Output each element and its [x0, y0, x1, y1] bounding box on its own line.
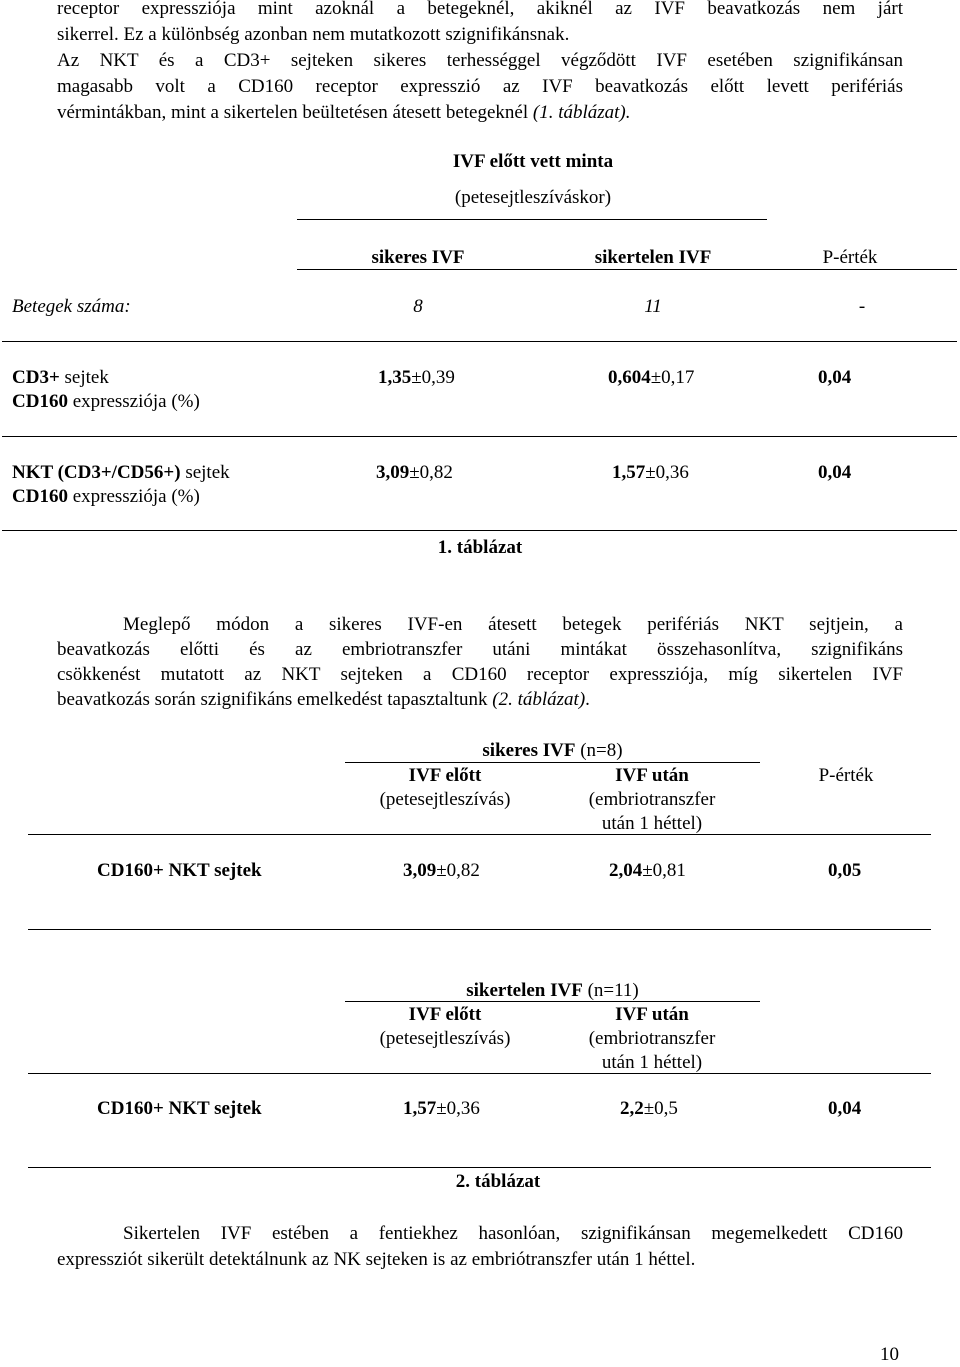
table1-row2-v2-r: ±0,17	[650, 367, 695, 388]
table1-row2-label-2	[12, 390, 200, 414]
para2-line-4-end: .	[585, 689, 590, 710]
paragraph-2	[57, 612, 903, 712]
table1-row2-label-1	[12, 366, 109, 390]
table1-row1-v1: 8	[413, 296, 423, 317]
intro-paragraph	[57, 0, 903, 126]
table1-row3-v2	[612, 461, 689, 485]
table2-block1-group-rule	[345, 762, 760, 763]
table2-block2-header-rule	[28, 1073, 931, 1074]
para3-line-1: Sikertelen IVF estében a fentiekhez hasonlóan, szignifikánsan megemelkedett CD160	[123, 1223, 903, 1244]
table1-row3-v1-r: ±0,82	[409, 462, 453, 483]
table2-block2-v1-b: 1,57	[403, 1098, 437, 1119]
table1-row3-label-1-r: sejtek	[180, 462, 230, 483]
table1-row2-label-2-b: CD160	[12, 391, 68, 412]
table2-block1-after: IVF után	[615, 765, 689, 786]
table1-row2-v1	[378, 366, 455, 390]
table2-block2-v1	[403, 1097, 480, 1121]
table1-header-rule	[297, 219, 767, 220]
table1-row1-rule	[2, 341, 957, 342]
table1-row2-v1-r: ±0,39	[411, 367, 455, 388]
table2-block1-after-sub2: után 1 héttel)	[601, 813, 703, 834]
intro-line-1: receptor expressziója mint azoknál a betegeknél, akiknél az IVF beavatkozás nem járt	[57, 0, 903, 19]
table1-row1-v2: 11	[644, 296, 662, 317]
table1-row3-v1	[376, 461, 453, 485]
table2-block2-v2	[620, 1097, 678, 1121]
table1-row3-v2-r: ±0,36	[645, 462, 689, 483]
paragraph-3	[57, 1221, 903, 1273]
table2-block1-row-label: CD160+ NKT sejtek	[97, 860, 262, 881]
table2-block2-before: IVF előtt	[408, 1004, 482, 1025]
table2-block1-p: 0,05	[828, 860, 862, 881]
table1-row2-p: 0,04	[818, 367, 852, 388]
table2-block2-p: 0,04	[828, 1098, 862, 1119]
table1-row3-label-2-b: CD160	[12, 486, 68, 507]
table2-block2-after-sub2: után 1 héttel)	[601, 1052, 703, 1073]
table2-block2-after-sub1: (embriotranszfer	[588, 1028, 716, 1049]
table1-row2-label-1-b: CD3+	[12, 367, 60, 388]
table2-block1-bottom-rule	[28, 929, 931, 930]
table2-block1-v2-b: 2,04	[609, 860, 643, 881]
table2-block1-group-b: sikeres IVF	[482, 740, 576, 761]
table2-block2-before-sub: (petesejtleszívás)	[379, 1028, 511, 1049]
table1-header-sub: (petesejtleszíváskor)	[454, 187, 612, 208]
table1-row3-label-2	[12, 485, 200, 509]
table1-row2-v2-b: 0,604	[608, 367, 651, 388]
intro-line-5	[57, 100, 903, 126]
table2-block2-v2-b: 2,2	[620, 1098, 644, 1119]
table2-block1-before-sub: (petesejtleszívás)	[379, 789, 511, 810]
table2-block1-group-r: (n=8)	[575, 740, 623, 761]
table2-block2-after: IVF után	[615, 1004, 689, 1025]
table2-block1-before: IVF előtt	[408, 765, 482, 786]
para2-line-4	[57, 687, 903, 712]
table2-block1-v2-r: ±0,81	[642, 860, 686, 881]
table2-block1-group	[345, 739, 760, 763]
table2-block1-v1-b: 3,09	[403, 860, 437, 881]
table2-block2-bottom-rule	[28, 1167, 931, 1168]
intro-line-2: sikerrel. Ez a különbség azonban nem mutatkozott szignifikánsnak.	[57, 24, 570, 45]
table1-row2-v2	[608, 366, 694, 390]
table2-block2-group-r: (n=11)	[582, 980, 639, 1001]
intro-line-5-text: vérmintákban, mint a sikertelen beültetésen átesett betegeknél	[57, 102, 533, 123]
table1-row3-v2-b: 1,57	[612, 462, 646, 483]
table1-col-p: P-érték	[822, 247, 878, 268]
para3-line-2: expressziót sikerült detektálnunk az NK sejteken is az embriótranszfer után 1 héttel.	[57, 1249, 696, 1270]
table1-col-success: sikeres IVF	[371, 247, 465, 268]
table2-block2-v1-r: ±0,36	[436, 1098, 480, 1119]
table1-row2-label-1-r: sejtek	[59, 367, 109, 388]
table1-row3-label-2-r: expressziója (%)	[67, 486, 200, 507]
table2-block2-row-label: CD160+ NKT sejtek	[97, 1098, 262, 1119]
intro-table-ref: (1. táblázat).	[532, 102, 631, 123]
para2-line-3: csökkenést mutatott az NKT sejteken a CD160 receptor expressziója, míg sikertelen IVF	[57, 664, 903, 685]
table2-block1-header-rule	[28, 834, 931, 835]
table1-row2-v1-b: 1,35	[378, 367, 412, 388]
table2-block2-group-rule	[345, 1001, 760, 1002]
table1-bottom-rule	[2, 530, 957, 531]
table1-col-fail: sikertelen IVF	[594, 247, 712, 268]
para2-line-4-text: beavatkozás során szignifikáns emelkedést tapasztaltunk	[57, 689, 493, 710]
table2-block1-after-sub1: (embriotranszfer	[588, 789, 716, 810]
para2-line-1: Meglepő módon a sikeres IVF-en átesett betegek perifériás NKT sejtjein, a	[123, 614, 903, 635]
intro-line-3: Az NKT és a CD3+ sejteken sikeres terhességgel végződött IVF esetében szignifikánsan	[57, 50, 903, 71]
table1-col-rule	[297, 269, 957, 270]
table1-row3-label-1	[12, 461, 230, 485]
table1-row3-label-1-b: NKT (CD3+/CD56+)	[12, 462, 181, 483]
para2-line-2: beavatkozás előtti és az embriotranszfer utáni mintákat összehasonlítva, szignifikáns	[57, 639, 903, 660]
intro-line-4: magasabb volt a CD160 receptor expresszió az IVF beavatkozás előtt levett perifériás	[57, 76, 903, 97]
table1-header-title: IVF előtt vett minta	[452, 151, 614, 172]
table2-block2-v2-r: ±0,5	[643, 1098, 678, 1119]
table2-block1-v1-r: ±0,82	[436, 860, 480, 881]
table1-row1-p: -	[858, 296, 866, 317]
table1-caption: 1. táblázat	[437, 537, 523, 558]
page-number: 10	[880, 1344, 899, 1365]
table1-row3-p: 0,04	[818, 462, 852, 483]
table2-block1-v1	[403, 859, 480, 883]
table1-row1-label: Betegek száma:	[12, 296, 131, 317]
table2-block2-group	[345, 979, 760, 1003]
table2-block2-group-b: sikertelen IVF	[466, 980, 583, 1001]
para2-table-ref: (2. táblázat)	[492, 689, 586, 710]
table1-row2-label-2-r: expressziója (%)	[67, 391, 200, 412]
table1-row3-v1-b: 3,09	[376, 462, 410, 483]
table2-caption: 2. táblázat	[455, 1171, 541, 1192]
table2-block1-v2	[609, 859, 686, 883]
table2-p-label: P-érték	[818, 765, 874, 786]
table1-row2-rule	[2, 436, 957, 437]
